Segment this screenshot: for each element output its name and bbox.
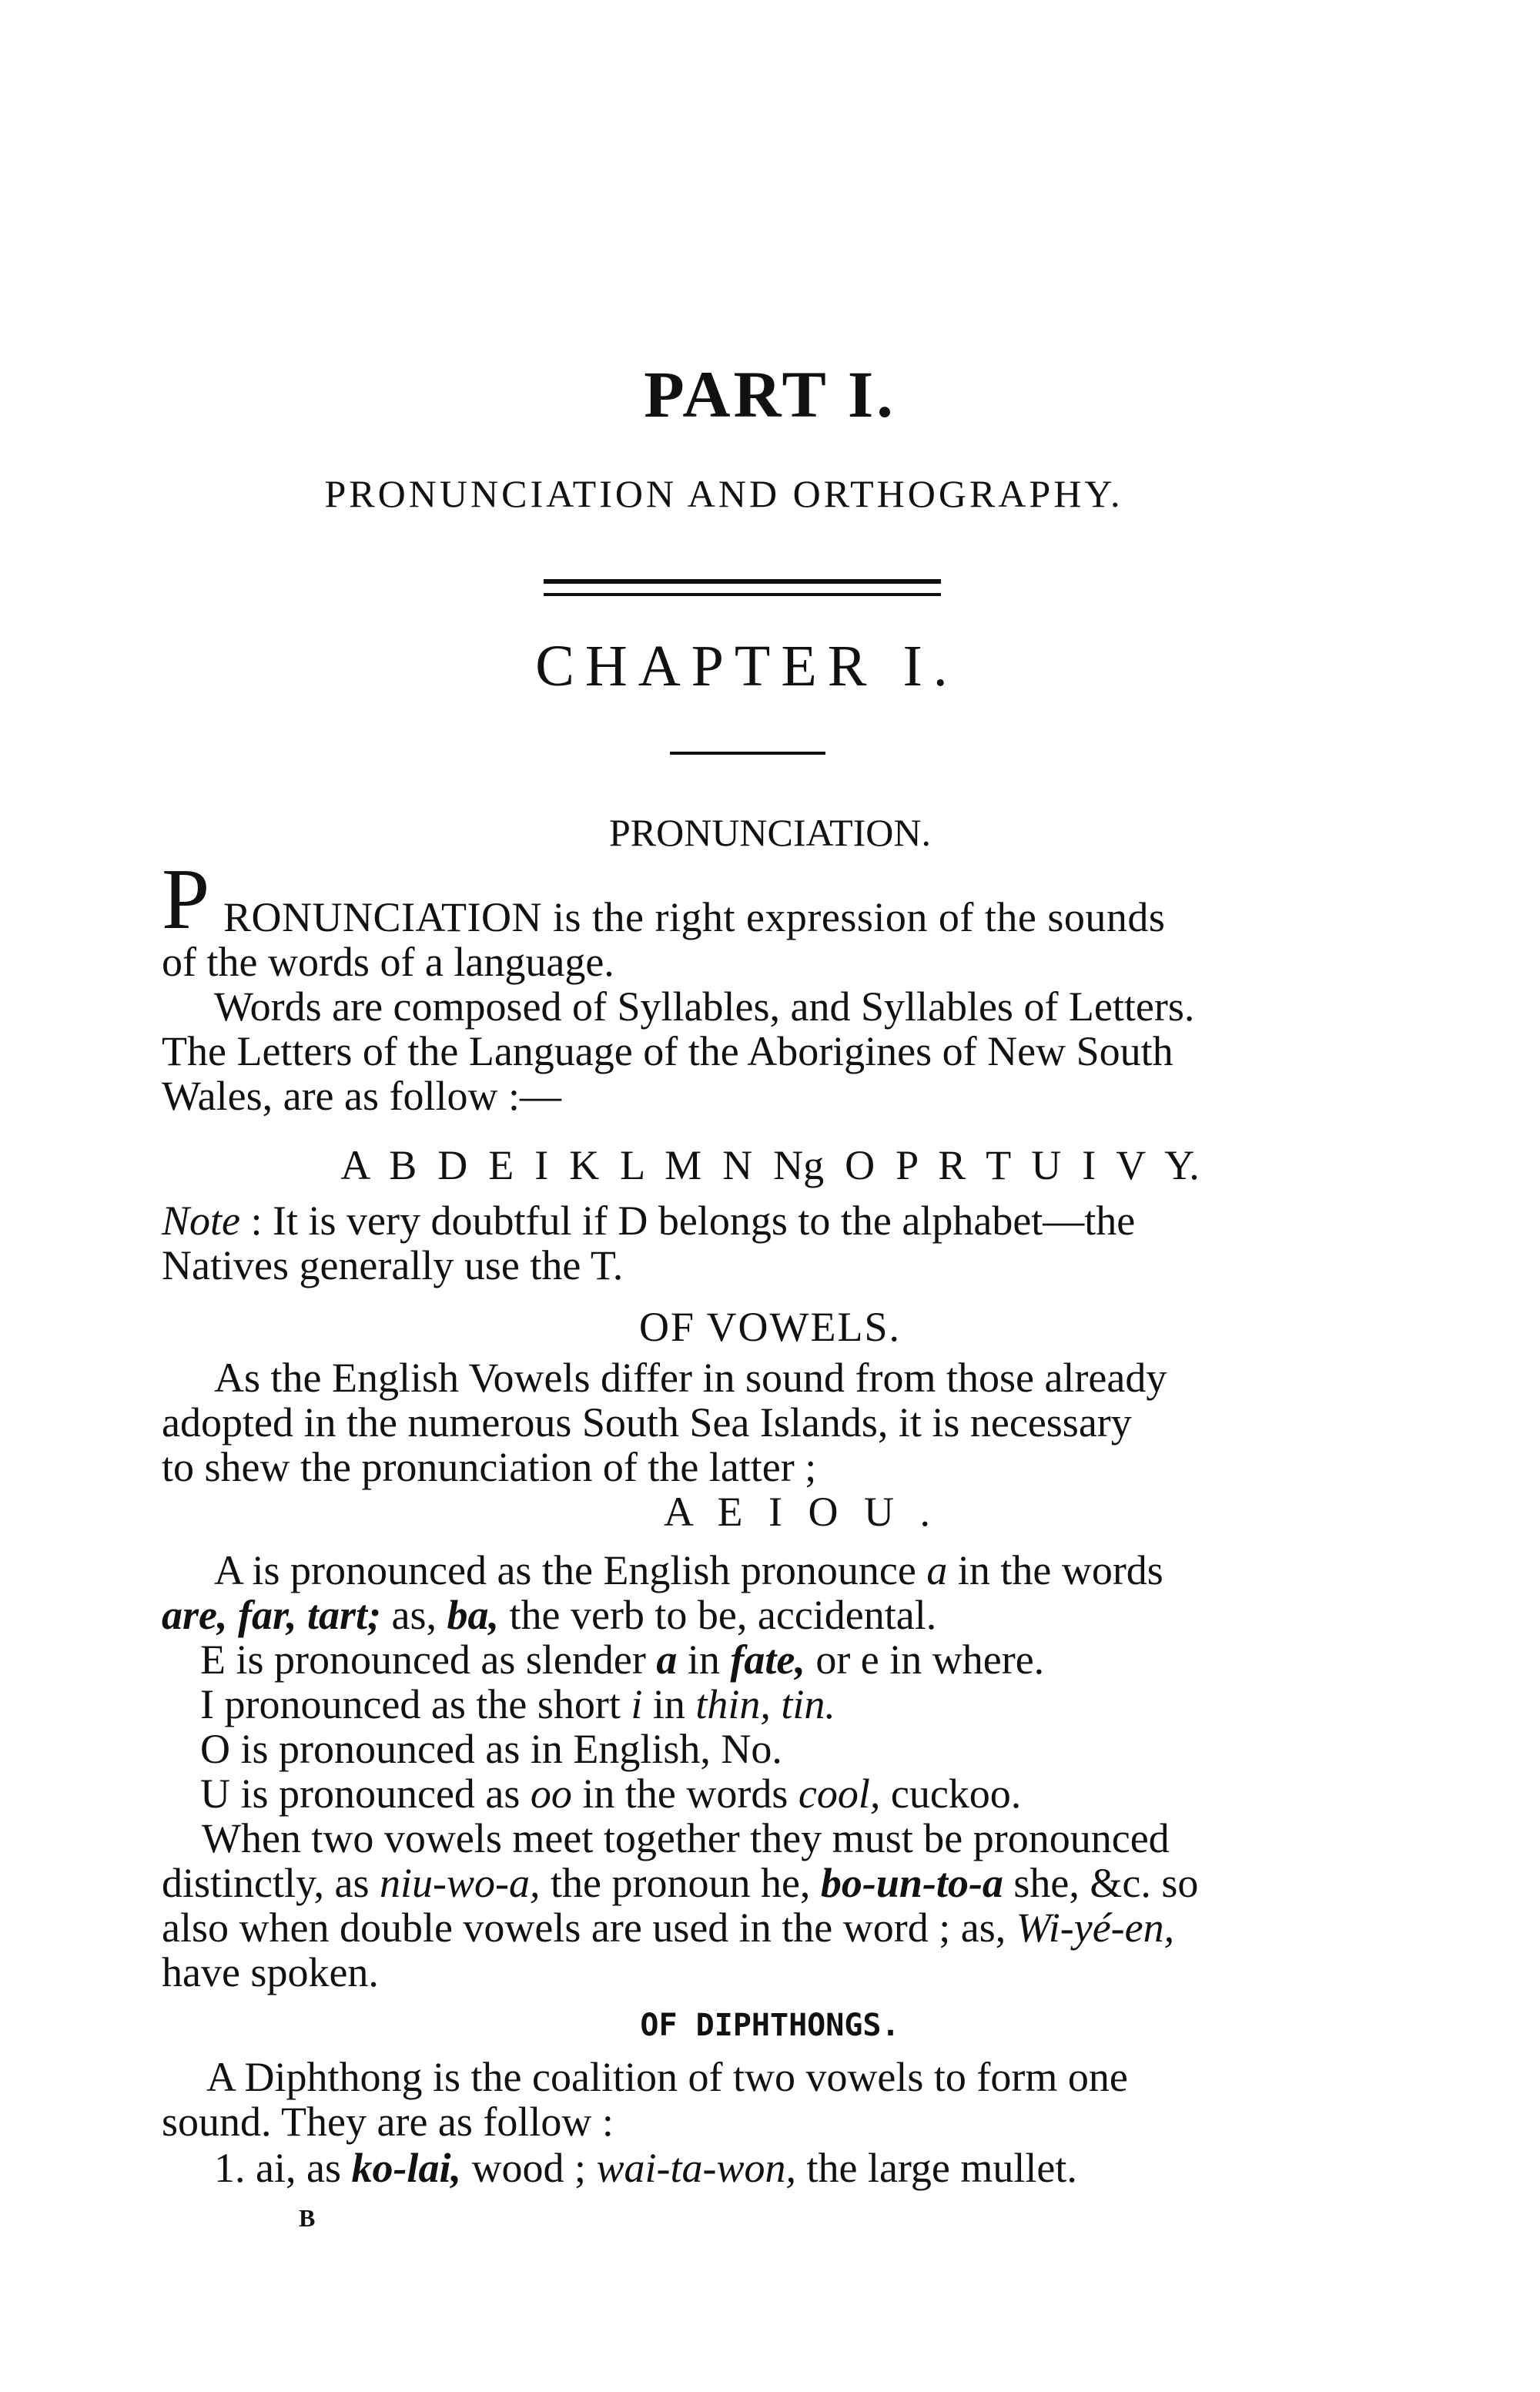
note-text: : It is very doubtful if D belongs to the alphabet—the xyxy=(250,1198,1136,1244)
rule-a-text-end: in the words xyxy=(957,1547,1163,1593)
two-vowels-word1: niu-wo-a, xyxy=(379,1860,541,1906)
two-vowels-word3: Wi-yé-en, xyxy=(1016,1905,1175,1951)
drop-cap: P xyxy=(162,852,210,947)
rule-a-letter: a xyxy=(926,1547,948,1593)
rule-u-mid: in the words xyxy=(582,1771,788,1817)
part-title: PART I. xyxy=(644,357,896,431)
rule-a-gloss: the verb to be, accidental. xyxy=(509,1592,937,1638)
rule-i xyxy=(200,1682,835,1727)
rule-o: O is pronounced as in English, No. xyxy=(200,1726,782,1772)
vowels-para-line1: As the English Vowels differ in sound from those already xyxy=(214,1355,1167,1401)
note-label: Note xyxy=(162,1198,240,1244)
rule-a-line2 xyxy=(162,1593,936,1637)
para1-line1: RONUNCIATION is the right expression of the sounds xyxy=(223,894,1166,940)
rule-e-word: fate, xyxy=(730,1637,805,1683)
rule-i-words: thin, tin. xyxy=(695,1681,835,1727)
two-vowels-word2: bo-un-to-a xyxy=(820,1860,1003,1906)
rule-a-as: as, xyxy=(391,1592,437,1638)
note-line1 xyxy=(162,1198,1135,1243)
rule-i-text: I pronounced as the short xyxy=(200,1681,621,1727)
para1-line2: of the words of a language. xyxy=(162,939,614,985)
rule-u-cool: cool, xyxy=(798,1771,881,1817)
rule-e xyxy=(200,1637,1044,1682)
rule-u xyxy=(200,1771,1021,1816)
rule-i-letter: i xyxy=(631,1681,643,1727)
rule-i-in: in xyxy=(652,1681,685,1727)
two-vowels-text: distinctly, as xyxy=(162,1860,370,1906)
alphabet-line: A B D E I K L M N Ng O P R T U I V Y. xyxy=(340,1142,1200,1188)
vowel-list: A E I O U . xyxy=(664,1489,938,1535)
two-vowels-line2 xyxy=(162,1861,1198,1905)
two-vowels-line1: When two vowels meet together they must be pronounced xyxy=(202,1815,1170,1861)
rule-a-examples: are, far, tart; xyxy=(162,1592,382,1638)
rule-u-oo: oo xyxy=(530,1771,572,1817)
two-vowels-mid: the pronoun he, xyxy=(550,1860,811,1906)
rule-e-letter: a xyxy=(656,1637,678,1683)
double-rule-bottom xyxy=(544,593,941,596)
two-vowels-end: she, &c. so xyxy=(1013,1860,1199,1906)
part-subtitle: PRONUNCIATION AND ORTHOGRAPHY. xyxy=(324,472,1123,515)
note-line2: Natives generally use the T. xyxy=(162,1242,624,1288)
item1-mid: wood ; xyxy=(471,2145,586,2191)
para2-line1: Words are composed of Syllables, and Syllables of Letters. xyxy=(214,983,1195,1030)
short-rule xyxy=(670,752,825,755)
signature-mark: B xyxy=(299,2204,316,2232)
rule-u-text: U is pronounced as xyxy=(200,1771,521,1817)
vowels-para-line2: adopted in the numerous South Sea Islands, it is necessary xyxy=(162,1399,1132,1446)
chapter-title: CHAPTER I. xyxy=(535,634,959,699)
two-vowels-text3: also when double vowels are used in the word ; as, xyxy=(162,1905,1006,1951)
diphthong-item-1 xyxy=(214,2146,1077,2190)
diphthongs-line1: A Diphthong is the coalition of two vowels to form one xyxy=(206,2054,1128,2100)
double-rule-top xyxy=(544,579,941,584)
vowels-heading: OF VOWELS. xyxy=(638,1304,902,1350)
diphthongs-heading: OF DIPHTHONGS. xyxy=(640,2008,900,2043)
diphthongs-line2: sound. They are as follow : xyxy=(162,2099,614,2145)
item1-word1: ko-lai, xyxy=(351,2145,461,2191)
two-vowels-line3 xyxy=(162,1905,1174,1950)
rule-e-in: in xyxy=(687,1637,720,1683)
rule-u-end: cuckoo. xyxy=(890,1771,1022,1817)
item1-post: the large mullet. xyxy=(806,2145,1077,2191)
vowels-para-line3: to shew the pronunciation of the latter ; xyxy=(162,1444,817,1490)
rule-e-end: or e in where. xyxy=(815,1637,1045,1683)
para2-line2: The Letters of the Language of the Aborigines of New South xyxy=(162,1028,1173,1074)
rule-a-line1 xyxy=(214,1548,1163,1593)
rule-a-word: ba, xyxy=(447,1592,499,1638)
para2-line3: Wales, are as follow :— xyxy=(162,1073,561,1119)
two-vowels-line4: have spoken. xyxy=(162,1949,379,1995)
item1-word2: wai-ta-won, xyxy=(596,2145,796,2191)
item1-pre: 1. ai, as xyxy=(214,2145,341,2191)
rule-a-text: A is pronounced as the English pronounce xyxy=(214,1547,916,1593)
rule-e-text: E is pronounced as slender xyxy=(200,1637,646,1683)
section-title: PRONUNCIATION. xyxy=(608,811,932,854)
